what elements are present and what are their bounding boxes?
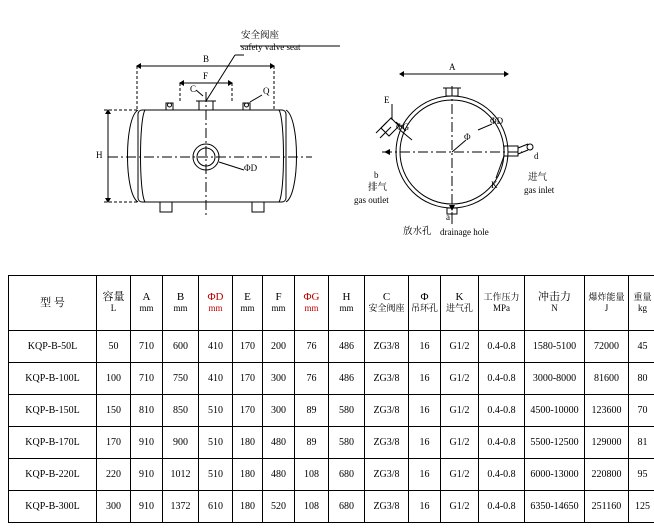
cell-model: KQP-B-100L <box>9 363 97 395</box>
seam-right <box>279 110 284 202</box>
cell-weight: 70 <box>629 395 654 427</box>
cell-weight: 95 <box>629 459 654 491</box>
cell-impact: 6350-14650 <box>525 491 585 523</box>
cell-h: 486 <box>329 331 365 363</box>
cell-weight: 45 <box>629 331 654 363</box>
drainage-label-en: drainage hole <box>440 227 489 237</box>
inlet-pipe <box>518 144 528 148</box>
header-cell-e: E mm <box>233 276 263 331</box>
cell-b: 900 <box>163 427 199 459</box>
table-row <box>9 363 654 395</box>
inlet-label-cn: 进气 <box>528 172 548 183</box>
cell-e: 180 <box>233 427 263 459</box>
header-cell-weight: 重量 kg <box>629 276 654 331</box>
cell-b: 750 <box>163 363 199 395</box>
cell-a: 910 <box>131 491 163 523</box>
header-cell-a: A mm <box>131 276 163 331</box>
dim-C-label: C <box>190 84 197 94</box>
cell-h: 486 <box>329 363 365 395</box>
safety-valve-seat-label-cn: 安全阀座 <box>241 30 280 41</box>
drainage-label-cn: 放水孔 <box>403 226 432 237</box>
header-cell-energy: 爆炸能量 J <box>585 276 629 331</box>
dim-phi-label: Φ <box>464 132 471 142</box>
header-cell-impact: 冲击力 N <box>525 276 585 331</box>
cell-phig: 76 <box>295 331 329 363</box>
cell-phig: 89 <box>295 395 329 427</box>
cell-h: 680 <box>329 459 365 491</box>
tank-body-side <box>138 110 286 202</box>
cell-weight: 125 <box>629 491 654 523</box>
cell-pressure: 0.4-0.8 <box>479 491 525 523</box>
cell-phig: 108 <box>295 491 329 523</box>
cell-phi: 16 <box>409 459 441 491</box>
cell-capacity: 50 <box>97 331 131 363</box>
cell-pressure: 0.4-0.8 <box>479 427 525 459</box>
cell-a: 910 <box>131 427 163 459</box>
cell-f: 300 <box>263 395 295 427</box>
cell-k: G1/2 <box>441 395 479 427</box>
cell-capacity: 220 <box>97 459 131 491</box>
cell-energy: 81600 <box>585 363 629 395</box>
table-header-row <box>9 276 654 331</box>
cell-c: ZG3/8 <box>365 363 409 395</box>
cell-k: G1/2 <box>441 427 479 459</box>
header-cell-model: 型 号 <box>9 276 97 331</box>
mark-d-label: d <box>534 151 539 161</box>
leader-safety-valve <box>206 55 235 101</box>
cell-f: 480 <box>263 459 295 491</box>
table-row <box>9 395 654 427</box>
cell-h: 580 <box>329 395 365 427</box>
cell-weight: 81 <box>629 427 654 459</box>
dim-Q-label: Q <box>263 86 270 96</box>
cell-phig: 76 <box>295 363 329 395</box>
table-row <box>9 331 654 363</box>
cell-impact: 1580-5100 <box>525 331 585 363</box>
cell-b: 850 <box>163 395 199 427</box>
cell-e: 170 <box>233 395 263 427</box>
cell-a: 710 <box>131 363 163 395</box>
cell-f: 520 <box>263 491 295 523</box>
spec-table <box>8 275 654 523</box>
cell-model: KQP-B-50L <box>9 331 97 363</box>
cell-phid: 610 <box>199 491 233 523</box>
mark-b-label: b <box>374 170 379 180</box>
cell-f: 200 <box>263 331 295 363</box>
cell-phi: 16 <box>409 331 441 363</box>
safety-valve-seat-label-en: safety valve seat <box>241 42 301 52</box>
cell-pressure: 0.4-0.8 <box>479 395 525 427</box>
cell-c: ZG3/8 <box>365 459 409 491</box>
cell-c: ZG3/8 <box>365 395 409 427</box>
table-row <box>9 491 654 523</box>
exhaust-label-cn: 排气 <box>368 182 388 193</box>
mark-K-label: K <box>491 180 498 190</box>
table-row <box>9 459 654 491</box>
dim-F-label: F <box>203 71 209 81</box>
dim-A-label: A <box>449 62 456 72</box>
saddle-right <box>252 202 264 212</box>
mark-a-label: a <box>446 212 450 222</box>
cell-e: 180 <box>233 491 263 523</box>
cell-f: 480 <box>263 427 295 459</box>
cell-h: 680 <box>329 491 365 523</box>
cell-impact: 3000-8000 <box>525 363 585 395</box>
leader-phiD-left <box>219 162 244 170</box>
cell-phid: 410 <box>199 363 233 395</box>
header-cell-pressure: 工作压力 MPa <box>479 276 525 331</box>
dim-phiD-right-label: ΦD <box>490 116 504 126</box>
cell-phig: 108 <box>295 459 329 491</box>
dim-H-label: H <box>96 150 103 160</box>
cell-pressure: 0.4-0.8 <box>479 331 525 363</box>
cell-phi: 16 <box>409 491 441 523</box>
cell-phi: 16 <box>409 427 441 459</box>
spec-table-wrap <box>8 275 652 523</box>
cell-capacity: 100 <box>97 363 131 395</box>
cell-f: 300 <box>263 363 295 395</box>
cell-phid: 410 <box>199 331 233 363</box>
header-cell-f: F mm <box>263 276 295 331</box>
cell-b: 600 <box>163 331 199 363</box>
cell-energy: 123600 <box>585 395 629 427</box>
inlet-label-en: gas inlet <box>524 185 555 195</box>
arrow-b <box>384 149 390 155</box>
cell-capacity: 170 <box>97 427 131 459</box>
cell-pressure: 0.4-0.8 <box>479 459 525 491</box>
cell-e: 170 <box>233 331 263 363</box>
cell-e: 170 <box>233 363 263 395</box>
dim-phiD-left-label: ΦD <box>244 163 258 173</box>
leader-C <box>196 90 203 96</box>
header-cell-phig: ΦG mm <box>295 276 329 331</box>
cell-a: 710 <box>131 331 163 363</box>
cell-a: 910 <box>131 459 163 491</box>
cell-k: G1/2 <box>441 331 479 363</box>
header-cell-h: H mm <box>329 276 365 331</box>
cell-c: ZG3/8 <box>365 491 409 523</box>
cell-energy: 129000 <box>585 427 629 459</box>
cell-c: ZG3/8 <box>365 427 409 459</box>
tank-head-left <box>128 110 139 202</box>
cell-phid: 510 <box>199 427 233 459</box>
cell-impact: 6000-13000 <box>525 459 585 491</box>
cell-b: 1372 <box>163 491 199 523</box>
cell-k: G1/2 <box>441 491 479 523</box>
cell-energy: 72000 <box>585 331 629 363</box>
dim-E-label: E <box>384 95 390 105</box>
header-cell-c: C 安全阀座 <box>365 276 409 331</box>
cell-model: KQP-B-300L <box>9 491 97 523</box>
cell-phi: 16 <box>409 395 441 427</box>
cell-phid: 510 <box>199 395 233 427</box>
cell-k: G1/2 <box>441 363 479 395</box>
exhaust-label-en: gas outlet <box>354 195 389 205</box>
cell-capacity: 300 <box>97 491 131 523</box>
cell-b: 1012 <box>163 459 199 491</box>
cell-energy: 220800 <box>585 459 629 491</box>
cell-impact: 4500-10000 <box>525 395 585 427</box>
saddle-left <box>160 202 172 212</box>
cell-e: 180 <box>233 459 263 491</box>
cell-model: KQP-B-220L <box>9 459 97 491</box>
cell-k: G1/2 <box>441 459 479 491</box>
cell-c: ZG3/8 <box>365 331 409 363</box>
cell-model: KQP-B-170L <box>9 427 97 459</box>
cell-model: KQP-B-150L <box>9 395 97 427</box>
dim-B-label: B <box>203 54 210 64</box>
cell-phig: 89 <box>295 427 329 459</box>
cell-h: 580 <box>329 427 365 459</box>
inlet-fitting <box>504 146 518 156</box>
cell-energy: 251160 <box>585 491 629 523</box>
cell-phid: 510 <box>199 459 233 491</box>
cell-capacity: 150 <box>97 395 131 427</box>
cell-a: 810 <box>131 395 163 427</box>
header-cell-phi: Φ 吊环孔 <box>409 276 441 331</box>
tank-head-right <box>286 110 297 202</box>
header-cell-capacity: 容量 L <box>97 276 131 331</box>
leader-Q <box>250 95 262 102</box>
cell-impact: 5500-12500 <box>525 427 585 459</box>
cell-phi: 16 <box>409 363 441 395</box>
header-cell-k: K 进气孔 <box>441 276 479 331</box>
cell-weight: 80 <box>629 363 654 395</box>
table-row <box>9 427 654 459</box>
header-cell-b: B mm <box>163 276 199 331</box>
header-cell-phid: ΦD mm <box>199 276 233 331</box>
cell-pressure: 0.4-0.8 <box>479 363 525 395</box>
dim-phiG-label: ΦG <box>396 122 410 132</box>
seam-left <box>141 110 146 202</box>
